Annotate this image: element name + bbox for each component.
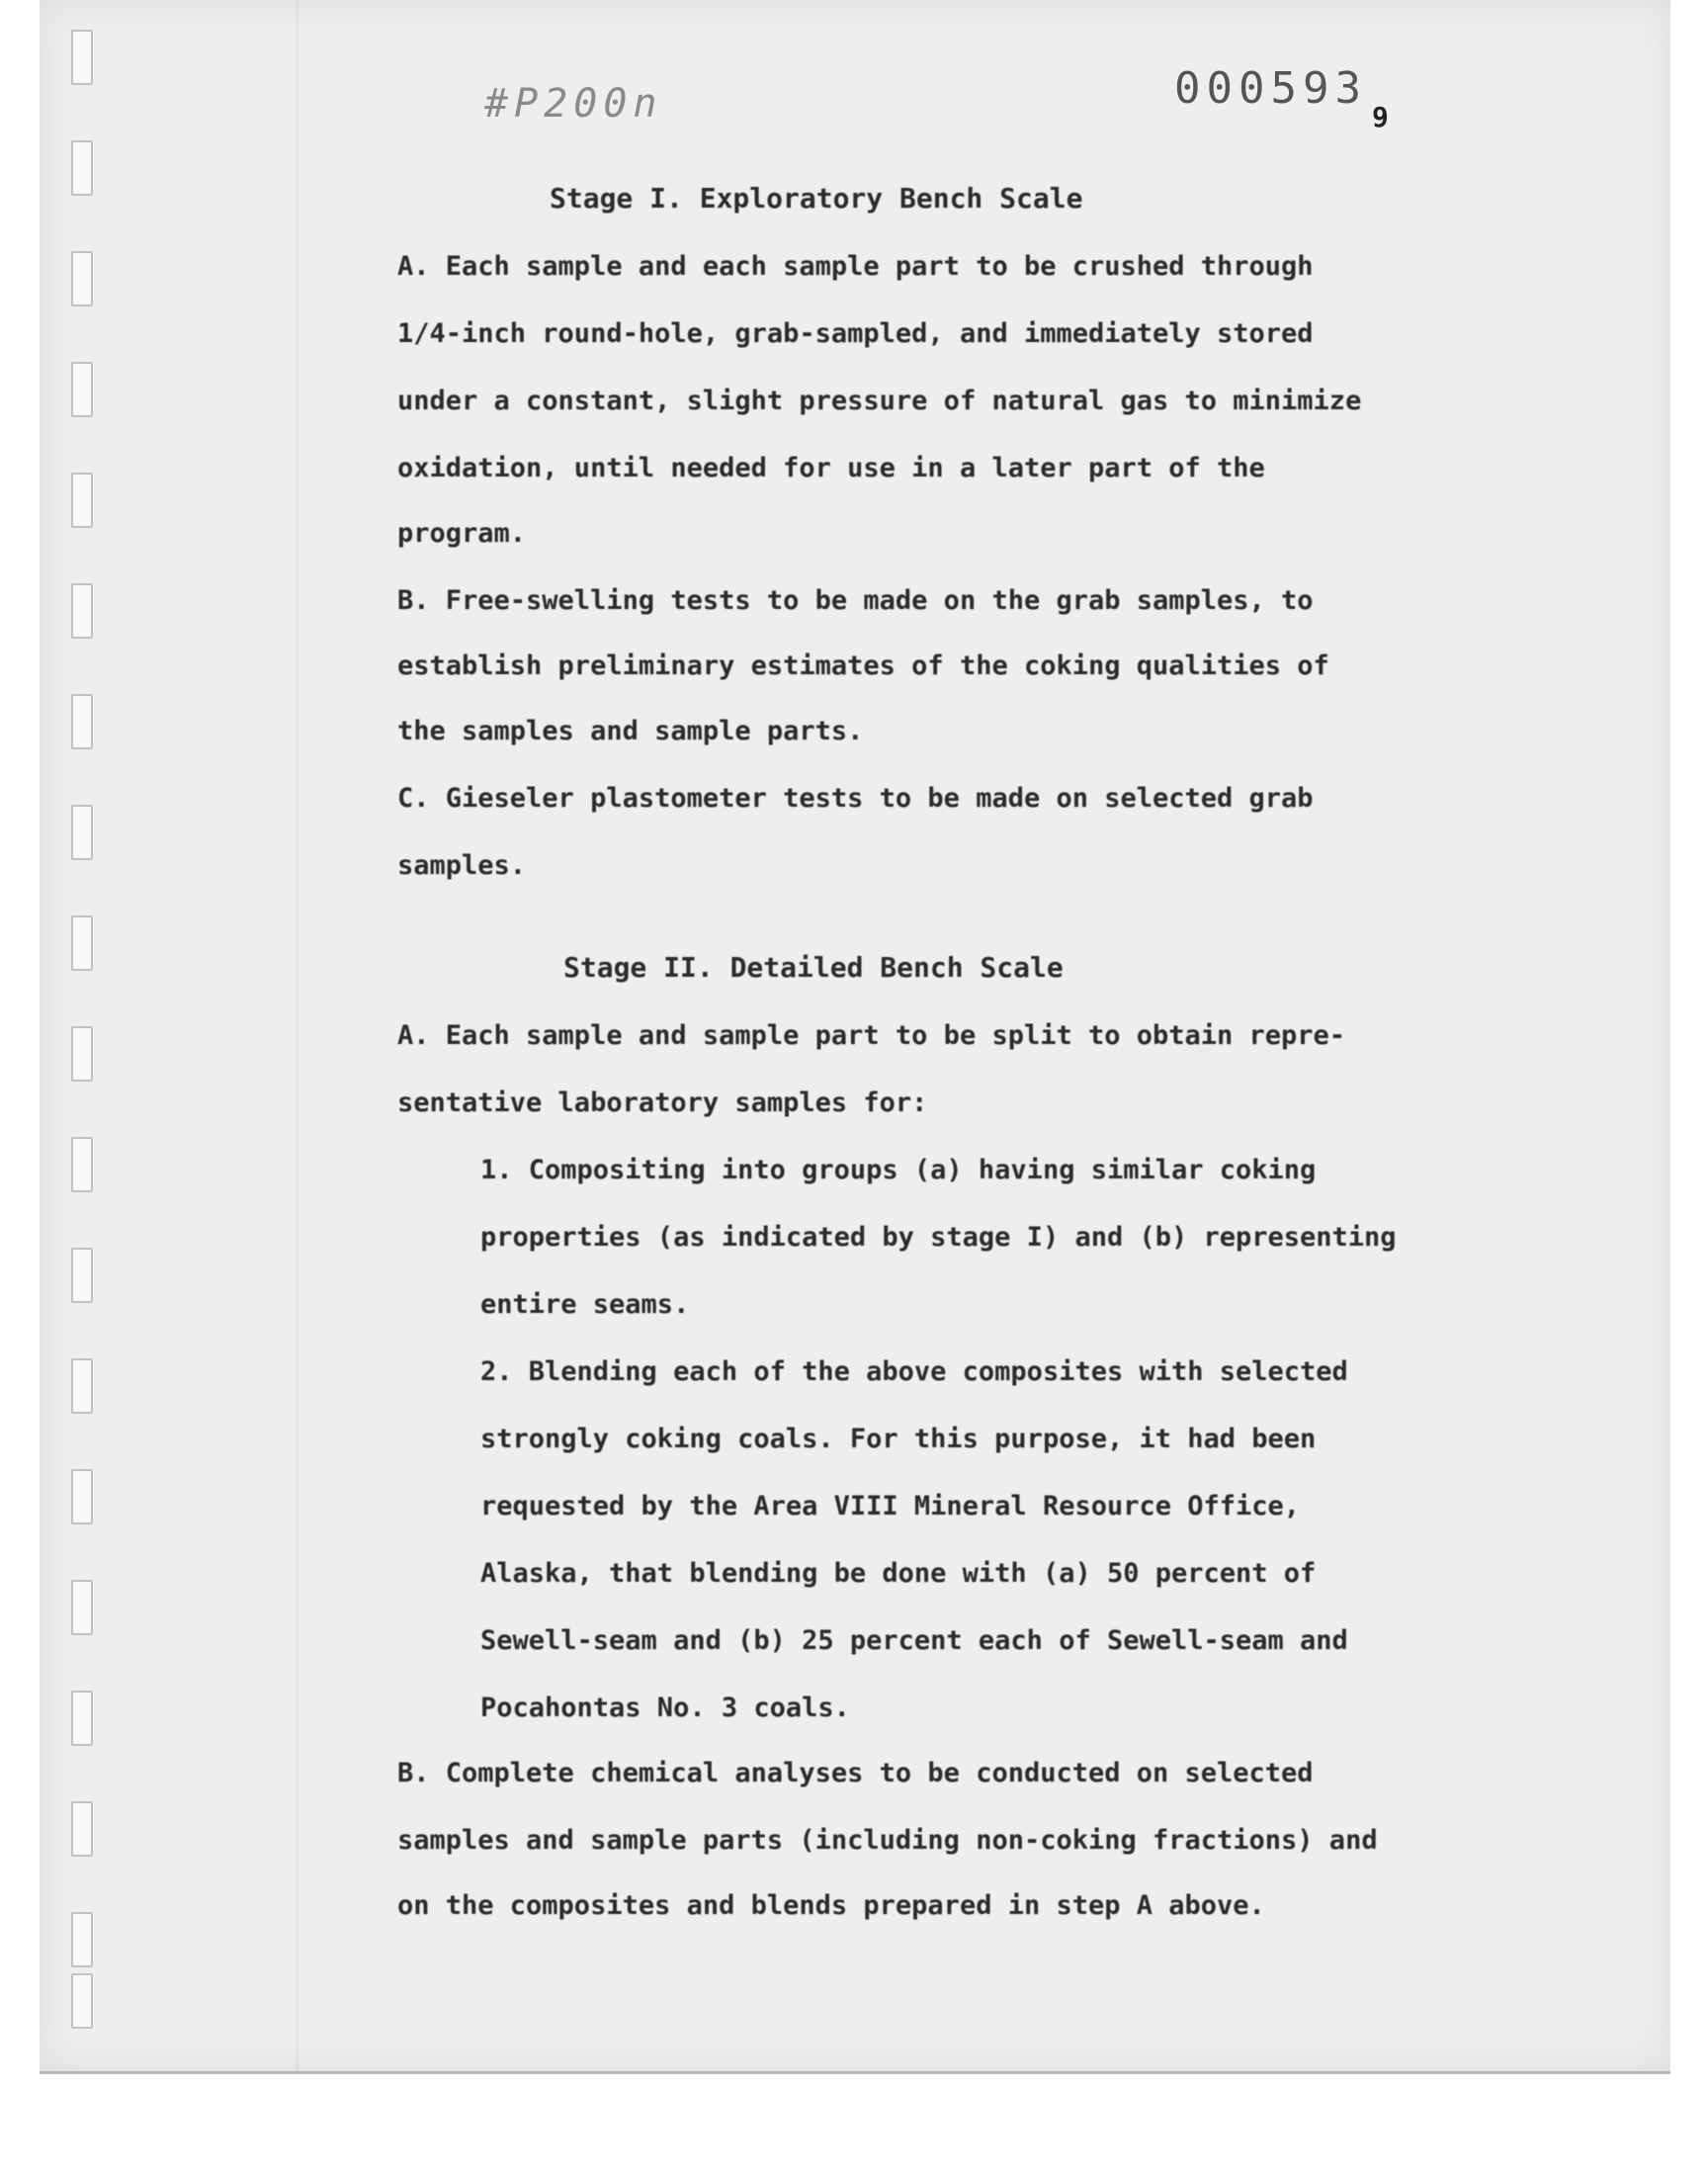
binder-hole <box>71 1691 93 1746</box>
binder-hole <box>71 1358 93 1414</box>
binder-hole <box>71 30 93 85</box>
binder-hole <box>71 1469 93 1524</box>
stage1-heading: Stage I. Exploratory Bench Scale <box>550 182 1083 215</box>
binder-hole <box>71 1137 93 1192</box>
paragraph-line: the samples and sample parts. <box>397 716 864 746</box>
binder-hole <box>71 1026 93 1082</box>
paragraph-line: oxidation, until needed for use in a later part of the <box>397 453 1265 483</box>
binder-hole <box>71 1580 93 1635</box>
list-item-line: Pocahontas No. 3 coals. <box>480 1693 850 1723</box>
paragraph-line: C. Gieseler plastometer tests to be made on selected grab <box>397 783 1314 814</box>
binder-holes <box>71 30 97 2037</box>
binder-hole <box>71 1912 93 1967</box>
paragraph-line: on the composites and blends prepared in step A above. <box>397 1890 1265 1921</box>
margin-line <box>297 0 299 2071</box>
binder-hole <box>71 1801 93 1857</box>
binder-hole <box>71 915 93 971</box>
paragraph-line: samples. <box>397 850 527 881</box>
binder-hole <box>71 694 93 749</box>
paragraph-line: B. Free-swelling tests to be made on the grab samples, to <box>397 585 1314 616</box>
paragraph-line: establish preliminary estimates of the coking qualities of <box>397 651 1329 681</box>
binder-hole <box>71 473 93 528</box>
document-id-stamp: 000593 <box>1174 63 1367 114</box>
document-id-stamp-faint: #P200n <box>484 81 663 127</box>
paragraph-line: samples and sample parts (including non-coking fractions) and <box>397 1825 1378 1856</box>
list-item-line: Alaska, that blending be done with (a) 50 percent of <box>480 1558 1317 1589</box>
list-item-line: 2. Blending each of the above composites with selected <box>480 1356 1348 1387</box>
paragraph-line: sentative laboratory samples for: <box>397 1088 928 1118</box>
list-item-line: entire seams. <box>480 1289 690 1320</box>
binder-hole <box>71 805 93 860</box>
paragraph-line: A. Each sample and each sample part to be crushed through <box>397 251 1314 282</box>
page-number: 9 <box>1372 101 1389 133</box>
list-item-line: properties (as indicated by stage I) and (b) representing <box>480 1222 1397 1253</box>
paragraph-line: 1/4-inch round-hole, grab-sampled, and immediately stored <box>397 318 1314 349</box>
list-item-line: strongly coking coals. For this purpose, it had been <box>480 1424 1317 1454</box>
stage2-heading: Stage II. Detailed Bench Scale <box>563 951 1064 984</box>
page-edge <box>40 2071 1670 2074</box>
paragraph-line: program. <box>397 518 527 549</box>
binder-hole <box>71 362 93 417</box>
binder-hole <box>71 583 93 639</box>
binder-hole <box>71 251 93 306</box>
binder-hole <box>71 1248 93 1303</box>
paragraph-line: under a constant, slight pressure of natural gas to minimize <box>397 386 1362 416</box>
list-item-line: Sewell-seam and (b) 25 percent each of Sewell-seam and <box>480 1625 1348 1656</box>
binder-hole <box>71 140 93 196</box>
paragraph-line: A. Each sample and sample part to be split to obtain repre- <box>397 1020 1346 1051</box>
paragraph-line: B. Complete chemical analyses to be conducted on selected <box>397 1758 1314 1788</box>
list-item-line: 1. Compositing into groups (a) having similar coking <box>480 1155 1317 1185</box>
binder-hole <box>71 1973 93 2029</box>
list-item-line: requested by the Area VIII Mineral Resource Office, <box>480 1491 1301 1522</box>
